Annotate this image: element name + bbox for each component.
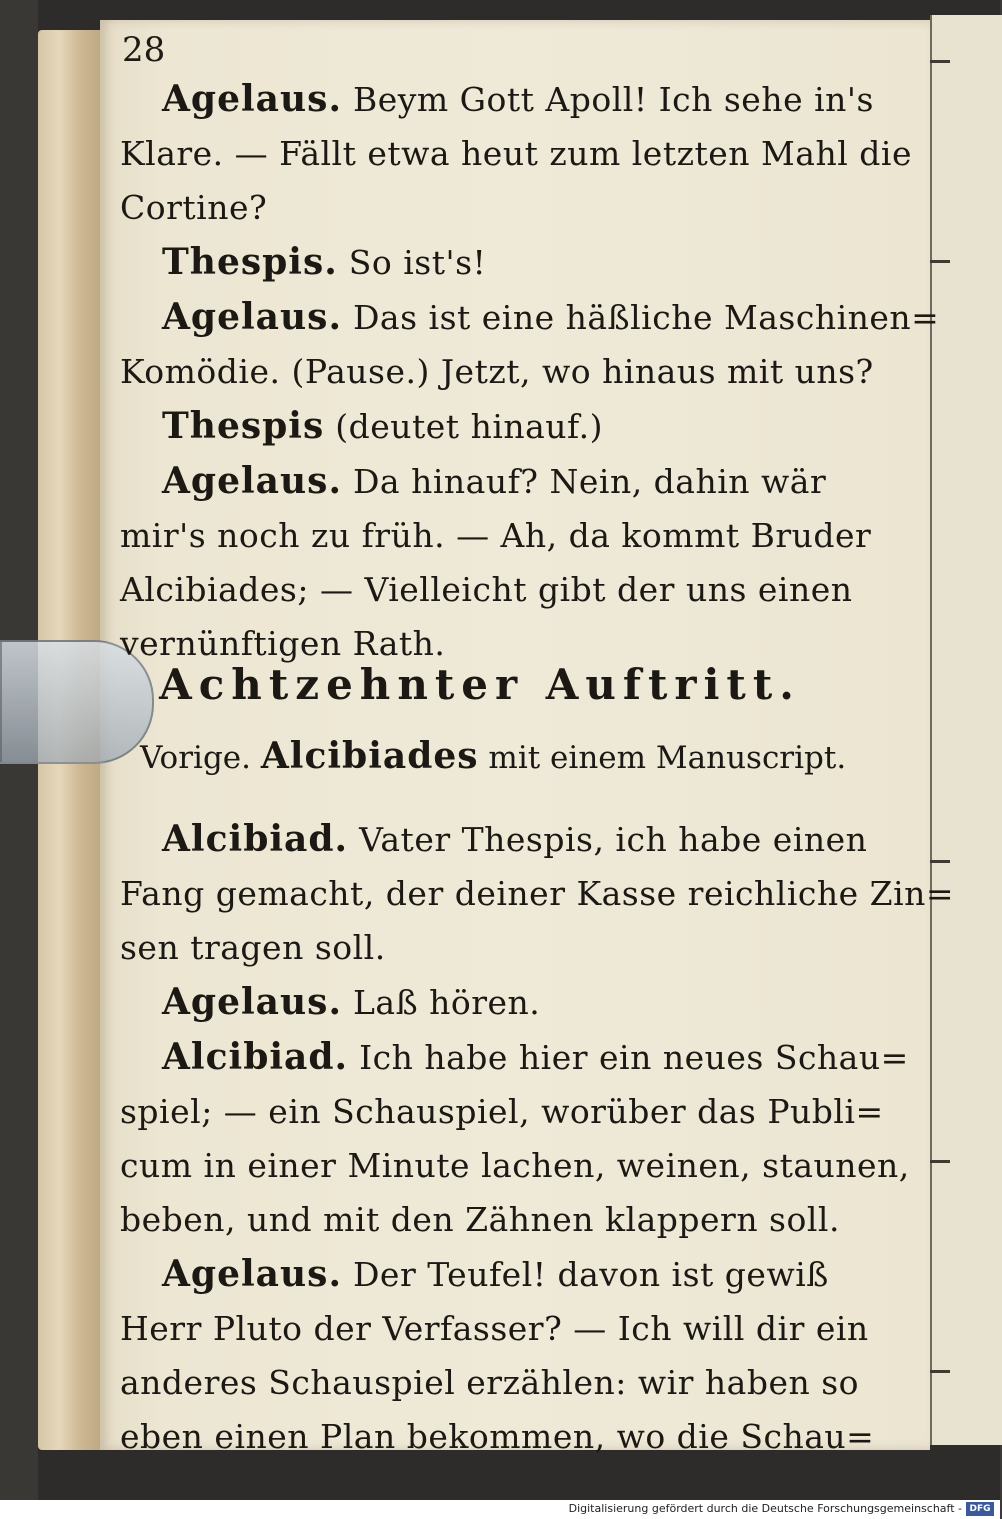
text-line xyxy=(120,399,840,454)
line-text: Vater Thespis, ich habe einen xyxy=(348,820,868,859)
text-line xyxy=(120,563,853,617)
text-line xyxy=(120,509,872,563)
text-line xyxy=(120,235,840,290)
speaker-name: Thespis xyxy=(162,405,325,447)
text-line xyxy=(120,1247,840,1302)
line-text: (deutet hinauf.) xyxy=(324,407,603,446)
speaker-name: Agelaus. xyxy=(162,1253,342,1295)
binding-thread xyxy=(930,1370,950,1373)
text-line xyxy=(120,1410,875,1464)
line-text: vernünftigen Rath. xyxy=(120,624,446,663)
text-line xyxy=(120,812,868,867)
dialogue-block-2 xyxy=(120,812,955,1464)
binding-thread xyxy=(930,1160,950,1163)
line-text: mir's noch zu früh. — Ah, da kommt Bruder xyxy=(120,516,872,555)
text-line xyxy=(120,1356,860,1410)
line-text: Komödie. (Pause.) Jetzt, wo hinaus mit uns? xyxy=(120,352,874,391)
binding-thread xyxy=(930,260,950,263)
line-text: So ist's! xyxy=(337,243,487,282)
line-text: Das ist eine häßliche Maschinen= xyxy=(341,298,940,337)
text-line xyxy=(120,1193,840,1247)
line-text: eben einen Plan bekommen, wo die Schau= xyxy=(120,1417,875,1456)
line-text: beben, und mit den Zähnen klappern soll. xyxy=(120,1200,840,1239)
speaker-name: Agelaus. xyxy=(162,296,342,338)
speaker-name: Alcibiad. xyxy=(162,1036,349,1078)
text-line xyxy=(120,1139,910,1193)
dialogue-block-1 xyxy=(120,72,940,671)
line-text: Ich habe hier ein neues Schau= xyxy=(348,1038,909,1077)
cast-character-name: Alcibiades xyxy=(260,735,479,777)
text-line xyxy=(120,454,840,509)
text-line xyxy=(120,975,840,1030)
text-line xyxy=(120,867,955,921)
line-text: spiel; — ein Schauspiel, worüber das Publi= xyxy=(120,1092,884,1131)
line-text: Laß hören. xyxy=(341,983,541,1022)
speaker-name: Thespis. xyxy=(162,241,338,283)
text-line xyxy=(120,181,840,235)
dfg-logo: DFG xyxy=(966,1502,994,1516)
cast-suffix: mit einem Manuscript. xyxy=(478,740,847,776)
text-line xyxy=(120,1085,884,1139)
speaker-name: Agelaus. xyxy=(162,981,342,1023)
funding-credit: Digitalisierung gefördert durch die Deutsche Forschungsgemeinschaft - xyxy=(568,1502,962,1515)
line-text: Beym Gott Apoll! Ich sehe in's xyxy=(341,80,874,119)
text-line xyxy=(120,345,874,399)
speaker-name: Alcibiad. xyxy=(162,818,349,860)
scene-cast-line xyxy=(140,735,847,777)
line-text: anderes Schauspiel erzählen: wir haben so xyxy=(120,1363,860,1402)
line-text: Alcibiades; — Vielleicht gibt der uns einen xyxy=(120,570,853,609)
line-text: Fang gemacht, der deiner Kasse reichliche Zin= xyxy=(120,874,955,913)
page-number: 28 xyxy=(122,30,166,70)
text-line xyxy=(120,127,912,181)
facing-page-edge xyxy=(930,15,1002,1445)
line-text: Da hinauf? Nein, dahin wär xyxy=(341,462,827,501)
text-line xyxy=(120,921,840,975)
text-line xyxy=(120,1302,869,1356)
line-text: Der Teufel! davon ist gewiß xyxy=(341,1255,829,1294)
speaker-name: Agelaus. xyxy=(162,78,342,120)
scene-title: Achtzehnter Auftritt. xyxy=(159,660,801,709)
line-text: sen tragen soll. xyxy=(120,928,386,967)
text-line xyxy=(120,1030,909,1085)
speaker-name: Agelaus. xyxy=(162,460,342,502)
line-text: Klare. — Fällt etwa heut zum letzten Mahl die xyxy=(120,134,912,173)
line-text: Cortine? xyxy=(120,188,268,227)
text-line xyxy=(120,290,940,345)
cast-prefix: Vorige. xyxy=(140,740,251,776)
binding-thread xyxy=(930,60,950,63)
line-text: Herr Pluto der Verfasser? — Ich will dir ein xyxy=(120,1309,869,1348)
text-line xyxy=(120,72,874,127)
line-text: cum in einer Minute lachen, weinen, staunen, xyxy=(120,1146,910,1185)
binding-thread xyxy=(930,860,950,863)
